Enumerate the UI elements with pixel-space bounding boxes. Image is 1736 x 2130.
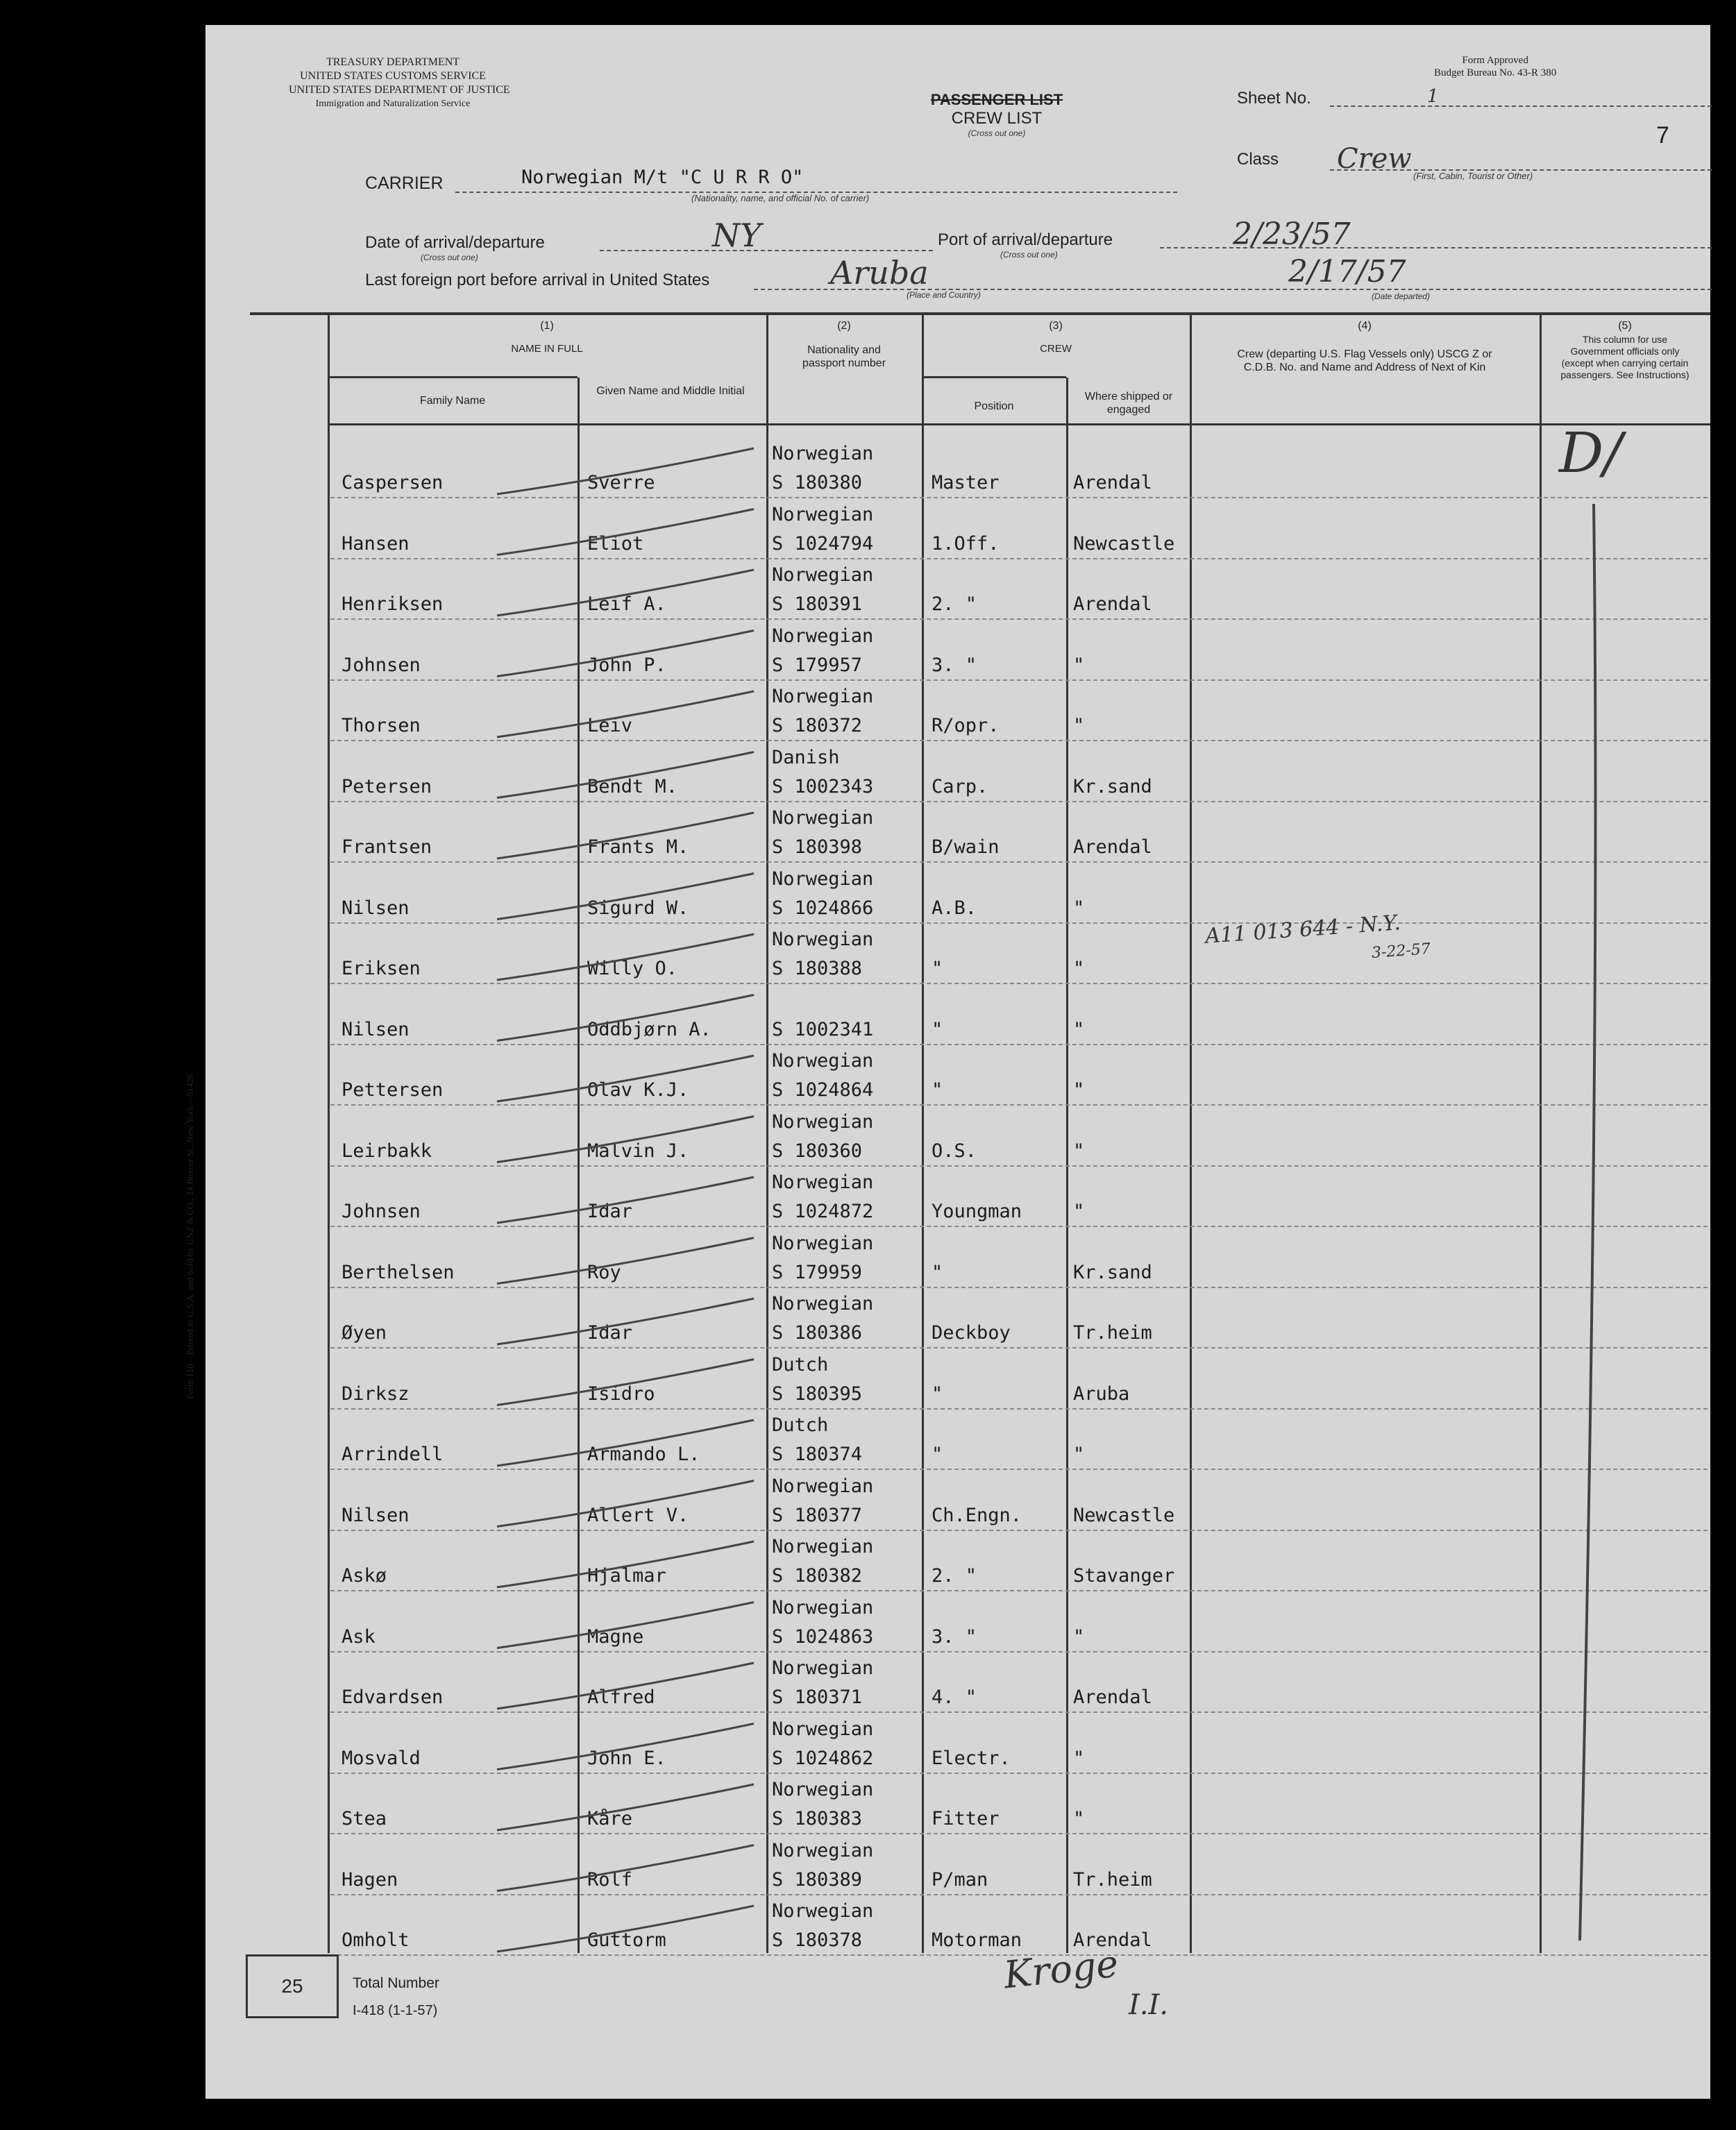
nationality-cell: Norwegian [772,1293,874,1315]
header-bottom-rule [328,423,1710,425]
passport-cell: S 179957 [772,654,863,676]
nationality-cell: Norwegian [772,1779,874,1800]
shipped-cell: Tr.heim [1073,1322,1152,1344]
department-block [289,56,510,111]
shipped-cell: Arendal [1073,472,1152,493]
passport-cell: S 180389 [772,1868,863,1891]
position-cell: P/man [932,1868,988,1891]
shipped-cell: Stavanger [1073,1565,1175,1587]
passport-cell: S 180386 [772,1322,863,1344]
family-cell: Edvardsen [342,1687,444,1708]
position-cell: Ch.Engn. [932,1504,1022,1526]
passport-cell: S 1024794 [772,532,874,555]
position-cell: Youngman [932,1201,1022,1222]
shipped-cell: Arendal [1073,593,1152,615]
passport-cell: S 180360 [772,1140,863,1162]
passenger-list-struck: PASSENGER LIST [930,91,1063,108]
row-separator [330,740,1708,741]
shipped-cell: Tr.heim [1073,1868,1152,1891]
position-cell: 3. " [932,654,977,676]
position-cell: " [932,1383,943,1405]
shipped-cell: " [1073,715,1085,736]
given-cell: Alfred [587,1687,655,1708]
row-separator [330,861,1708,863]
row-separator [330,801,1708,802]
col5-title: This column for use Government officials only (except when carrying certain passengers. See Instructions) [1560,334,1689,380]
passport-cell: S 1024862 [772,1747,874,1769]
crew-subhead-rule [922,376,1066,378]
col1-number: (1) [540,320,554,332]
passport-cell: S 1024864 [772,1079,874,1101]
passport-cell: S 180398 [772,836,863,858]
dept-line-3: UNITED STATES DEPARTMENT OF JUSTICE [289,84,510,96]
col5-header [1540,319,1710,381]
position-cell: Deckboy [932,1322,1011,1344]
given-cell: Frants M. [587,836,689,858]
shipped-cell: " [1073,1201,1085,1222]
row-separator [330,1104,1708,1106]
total-box [246,1954,339,2018]
row-separator [330,1408,1708,1410]
given-cell: Idar [587,1322,633,1344]
nationality-cell: Norwegian [772,1110,874,1133]
budget-bureau-text: Budget Bureau No. 43-R 380 [1434,67,1557,78]
col2-number: (2) [837,320,851,332]
passport-cell: S 180395 [772,1383,863,1405]
row-separator [330,1044,1708,1045]
passport-cell: S 179959 [772,1261,863,1283]
nationality-cell: Dutch [772,1353,829,1376]
given-cell: Guttorm [587,1929,666,1951]
date-departed-hint: (Date departed) [1372,291,1431,301]
port-hint: (Cross out one) [1000,250,1058,260]
col2-title: Nationality and passport number [802,344,886,369]
family-cell: Stea [342,1808,387,1829]
form-approved-text: Form Approved [1462,55,1528,66]
nationality-cell: Norwegian [772,1475,874,1497]
class-label: Class [1237,150,1279,169]
col4-note-line2: 3-22-57 [1371,940,1431,962]
shipped-cell: " [1073,958,1085,979]
shipped-cell: Kr.sand [1073,1261,1152,1283]
given-cell: Armando L. [587,1444,700,1465]
given-cell: Eliot [587,532,644,555]
shipped-cell: " [1073,897,1085,919]
shipped-header: Where shipped or engaged [1084,391,1173,416]
dept-line-2: UNITED STATES CUSTOMS SERVICE [300,70,486,82]
family-cell: Berthelsen [342,1261,455,1283]
nationality-cell: Norwegian [772,1172,874,1193]
given-cell: Isidro [587,1383,655,1405]
position-cell: " [932,1018,943,1040]
position-cell: Carp. [932,775,988,797]
nationality-cell: Dutch [772,1414,829,1436]
passport-cell: S 1024872 [772,1201,874,1222]
crew-list-form [185,25,1710,2099]
family-cell: Petersen [342,775,432,797]
given-cell: Oddbjørn A. [587,1018,711,1040]
position-cell: 2. " [932,593,977,615]
position-cell: B/wain [932,836,1000,858]
shipped-cell: " [1073,1140,1085,1162]
shipped-cell: Aruba [1073,1383,1130,1405]
family-cell: Johnsen [342,654,421,676]
passport-cell: S 1024866 [772,897,874,919]
row-separator [330,679,1708,681]
shipped-cell: " [1073,654,1085,676]
family-cell: Hansen [342,532,410,555]
shipped-cell: Newcastle [1073,1504,1175,1526]
family-cell: Arrindell [342,1444,444,1465]
given-cell: Kåre [587,1808,633,1829]
row-separator [330,1287,1708,1288]
position-cell: " [932,1261,943,1283]
passport-cell: S 180388 [772,958,863,979]
row-separator [330,1711,1708,1713]
col4-title: Crew (departing U.S. Flag Vessels only) USCG Z or C.D.B. No. and Name and Address of Next of Kin [1237,348,1492,373]
family-cell: Thorsen [342,715,421,736]
page-number: 7 [1656,122,1669,149]
total-label: Total Number [353,1975,439,1991]
given-cell: Allert V. [587,1504,689,1526]
nationality-cell: Norwegian [772,1596,874,1618]
family-cell: Frantsen [342,836,432,858]
sheet-value: 1 [1427,86,1439,107]
col3-number: (3) [1049,320,1063,332]
family-cell: Nilsen [342,1504,410,1526]
position-cell: Fitter [932,1808,1000,1829]
shipped-cell: Newcastle [1073,532,1175,555]
position-cell: Master [932,472,1000,493]
dept-line-1: TREASURY DEPARTMENT [326,56,460,68]
nationality-cell: Norwegian [772,1839,874,1861]
row-separator [330,497,1708,498]
col-divider-kin [1190,315,1192,1953]
dept-line-4: Immigration and Naturalization Service [315,99,471,109]
class-value: Crew [1337,143,1412,175]
shipped-cell: Arendal [1073,836,1152,858]
col4-header [1190,319,1540,374]
family-cell: Omholt [342,1929,410,1951]
position-cell: " [932,958,943,979]
position-cell: O.S. [932,1140,977,1162]
given-cell: Hjalmar [587,1565,666,1587]
carrier-hint: (Nationality, name, and official No. of carrier) [691,193,870,203]
row-separator [330,1469,1708,1470]
given-cell: Sverre [587,472,655,493]
row-separator [330,1651,1708,1653]
last-port-value: Aruba [830,254,929,291]
total-value: 25 [281,1975,303,1997]
shipped-cell: " [1073,1625,1085,1648]
crew-list-title: CREW LIST [951,109,1043,128]
row-separator [330,1347,1708,1349]
family-cell: Leirbakk [342,1140,432,1162]
position-cell: A.B. [932,897,977,919]
col-divider-nationality [766,315,768,1953]
position-cell: 3. " [932,1625,977,1648]
col1-title: NAME IN FULL [511,343,583,355]
carrier-label: CARRIER [365,174,444,193]
row-separator [330,983,1708,984]
row-separator [330,1894,1708,1895]
table-top-rule [250,312,1710,315]
row-separator [330,1530,1708,1531]
given-cell: Malvin J. [587,1140,689,1162]
passport-cell: S 180374 [772,1444,863,1465]
last-port-label: Last foreign port before arrival in United States [365,271,710,289]
given-cell: Rolf [587,1868,633,1891]
row-separator [330,1590,1708,1591]
family-cell: Ask [342,1625,376,1648]
check-stroke [497,1238,754,1284]
signature: Kroge [1002,1941,1121,1997]
nationality-cell: Danish [772,746,840,768]
position-cell: Motorman [932,1929,1022,1951]
date-line [600,250,933,251]
shipped-cell: " [1073,1747,1085,1769]
shipped-cell: Arendal [1073,1687,1152,1708]
passport-cell: S 180391 [772,593,863,615]
sheet-line [1330,105,1712,107]
side-print: Form 110—Printed in U.S.A. and Sold by UNZ & CO., 24 Beaver St., New York—81426 [185,1074,195,1399]
position-cell: 2. " [932,1565,977,1587]
cross-out-hint: (Cross out one) [968,128,1026,138]
passport-cell: S 180372 [772,715,863,736]
list-title [907,91,1087,138]
nationality-cell: Norwegian [772,686,874,707]
col5-vertical-stroke [1580,504,1596,1941]
port-value: 2/23/57 [1233,217,1351,252]
nationality-cell: Norwegian [772,868,874,890]
col-divider-left [328,315,330,1953]
date-value: NY [712,217,761,254]
family-cell: Eriksen [342,958,421,979]
position-cell: " [932,1079,943,1101]
nationality-cell: Norwegian [772,1050,874,1072]
nationality-cell: Norwegian [772,1536,874,1557]
shipped-cell: " [1073,1808,1085,1829]
family-cell: Henriksen [342,593,444,615]
sheet-label: Sheet No. [1237,89,1311,108]
family-cell: Nilsen [342,897,410,919]
last-port-hint: (Place and Country) [907,290,981,300]
col4-note-line1: A11 013 644 - N.Y. [1204,911,1401,949]
given-cell: Idar [587,1201,633,1222]
given-cell: John P. [587,654,666,676]
col2-header [766,319,922,370]
family-name-header: Family Name [419,395,486,407]
nationality-cell: Norwegian [772,625,874,647]
given-cell: Leif A. [587,593,666,615]
row-separator [330,558,1708,559]
col4-number: (4) [1358,320,1372,332]
passport-cell: S 180371 [772,1687,863,1708]
position-cell: Electr. [932,1747,1011,1769]
col1-header [328,319,766,355]
position-cell: 1.Off. [932,532,1000,555]
nationality-cell: Norwegian [772,929,874,950]
family-cell: Askø [342,1565,387,1587]
given-cell: Olav K.J. [587,1079,689,1101]
nationality-cell: Norwegian [772,1718,874,1740]
nationality-cell: Norwegian [772,564,874,586]
family-cell: Caspersen [342,472,444,493]
passport-cell: S 180383 [772,1808,863,1829]
passport-cell: S 180378 [772,1929,863,1951]
given-name-header: Given Name and Middle Initial [596,385,745,397]
carrier-value: Norwegian M/t "C U R R O" [521,167,804,188]
given-cell: Sigurd W. [587,897,689,919]
passport-cell: S 180382 [772,1565,863,1587]
date-departed-value: 2/17/57 [1288,254,1406,289]
position-cell: R/opr. [932,715,1000,736]
passport-cell: S 180380 [772,472,863,493]
shipped-cell: Kr.sand [1073,775,1152,797]
nationality-cell: Norwegian [772,807,874,829]
position-cell: " [932,1444,943,1465]
nationality-cell: Norwegian [772,1900,874,1922]
family-cell: Øyen [342,1322,387,1344]
col3-header [922,319,1190,355]
nationality-cell: Norwegian [772,443,874,464]
family-cell: Mosvald [342,1747,421,1769]
name-subhead-rule [328,376,578,378]
col3-title: CREW [1040,343,1072,355]
col-divider-gov [1540,315,1542,1953]
row-separator [330,1226,1708,1227]
date-label: Date of arrival/departure [365,233,545,252]
given-cell: Roy [587,1261,621,1283]
given-cell: Willy O. [587,958,678,979]
given-cell: Magne [587,1625,644,1648]
passport-cell: S 1024863 [772,1625,874,1648]
col5-mark: D/ [1559,421,1623,485]
passport-cell: S 1002343 [772,775,874,797]
nationality-cell: Norwegian [772,1657,874,1679]
given-cell: Bendt M. [587,775,678,797]
position-cell: 4. " [932,1687,977,1708]
nationality-cell: Norwegian [772,1232,874,1254]
family-cell: Nilsen [342,1018,410,1040]
date-hint: (Cross out one) [421,253,478,262]
form-approval [1434,54,1556,79]
family-cell: Johnsen [342,1201,421,1222]
passport-cell: S 180377 [772,1504,863,1526]
shipped-cell: Arendal [1073,1929,1152,1951]
row-separator [330,1773,1708,1774]
shipped-cell: " [1073,1018,1085,1040]
row-separator [330,1833,1708,1834]
position-header: Position [974,400,1014,412]
row-separator [330,922,1708,924]
given-cell: John E. [587,1747,666,1769]
col5-number: (5) [1618,320,1632,332]
family-cell: Pettersen [342,1079,444,1101]
shipped-cell: " [1073,1444,1085,1465]
signature-initials: I.I. [1129,1989,1169,2021]
port-label: Port of arrival/departure [938,230,1113,249]
given-cell: Leiv [587,715,633,736]
shipped-cell: " [1073,1079,1085,1101]
passport-cell: S 1002341 [772,1018,874,1040]
row-separator [330,1165,1708,1167]
col-divider-position [922,315,924,1953]
form-number: I-418 (1-1-57) [353,2003,438,2018]
family-cell: Hagen [342,1868,398,1891]
nationality-cell: Norwegian [772,503,874,525]
class-hint: (First, Cabin, Tourist or Other) [1413,171,1533,181]
family-cell: Dirksz [342,1383,410,1405]
row-separator [330,618,1708,620]
